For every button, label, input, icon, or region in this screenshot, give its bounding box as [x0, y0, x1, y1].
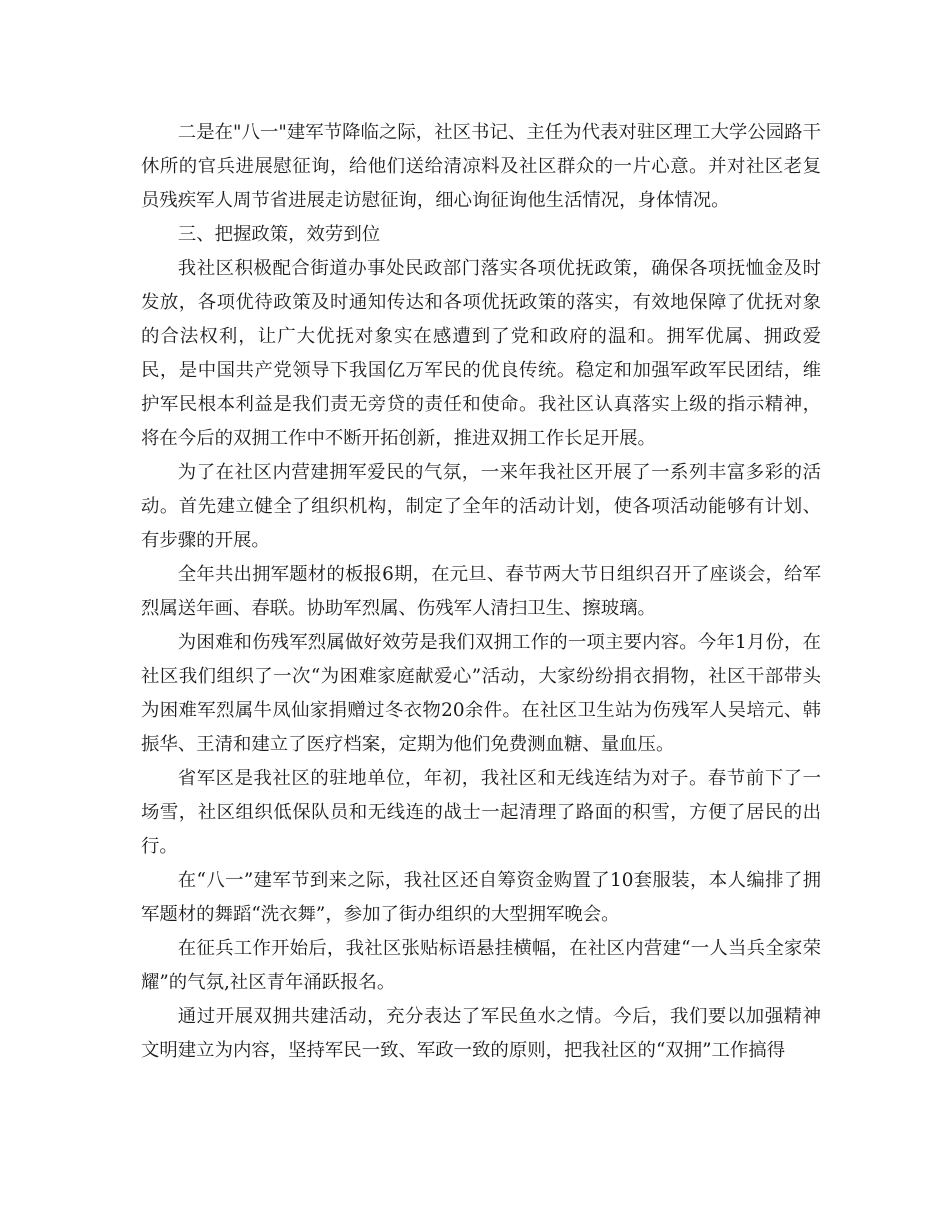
paragraph-military-unit-pairing: 省军区是我社区的驻地单位，年初，我社区和无线连结为对子。春节前下了一场雪，社区组织低保队员和无线连的战士一起清理了路面的积雪，方便了居民的出行。	[141, 768, 821, 857]
document-body	[141, 116, 821, 1068]
paragraph-activities-plan: 为了在社区内营建拥军爱民的气氛，一来年我社区开展了一系列丰富多彩的活动。首先建立健全了组织机构，制定了全年的活动计划，使各项活动能够有计划、有步骤的开展。	[141, 462, 821, 551]
paragraph-army-day-visit: 二是在"八一"建军节降临之际，社区书记、主任为代表对驻区理工大学公园路干休所的官兵进展慰征询，给他们送给清凉料及社区群众的一片心意。并对社区老复员残疾军人周节省进展走访慰征询，细心询征询他生活情况，身体情况。	[141, 122, 821, 211]
paragraph-policy-implementation: 我社区积极配合街道办事处民政部门落实各项优抚政策，确保各项抚恤金及时发放，各项优待政策及时通知传达和各项优抚政策的落实，有效地保障了优抚对象的合法权利，让广大优抚对象实在感遭到了党和政府的温和。拥军优属、拥政爱民，是中国共产党领导下我国亿万军民的优良传统。稳定和加强军政军民团结，维护军民根本利益是我们责无旁贷的责任和使命。我社区认真落实上级的指示精神，将在今后的双拥工作中不断开拓创新，推进双拥工作长足开展。	[141, 258, 821, 449]
paragraph-service-hardship: 为困难和伤残军烈属做好效劳是我们双拥工作的一项主要内容。今年1月份，在社区我们组织了一次“为困难家庭献爱心”活动，大家纷纷捐衣捐物，社区干部带头为困难军烈属牛凤仙家捐赠过冬衣物20余件。在社区卫生站为伤残军人吴培元、韩振华、王清和建立了医疗档案，定期为他们免费测血糖、量血压。	[141, 632, 821, 755]
paragraph-conscription: 在征兵工作开始后，我社区张贴标语悬挂横幅，在社区内营建“一人当兵全家荣耀”的气氛,社区青年涌跃报名。	[141, 938, 821, 993]
section-heading-policy: 三、把握政策，效劳到位	[177, 224, 381, 245]
paragraph-bulletin-boards: 全年共出拥军题材的板报6期，在元旦、春节两大节日组织召开了座谈会，给军烈属送年画、春联。协助军烈属、伤残军人清扫卫生、擦玻璃。	[141, 564, 821, 619]
paragraph-conclusion: 通过开展双拥共建活动，充分表达了军民鱼水之情。今后，我们要以加强精神文明建立为内容，坚持军民一致、军政一致的原则，把我社区的“双拥”工作搞得	[141, 1006, 821, 1061]
paragraph-army-day-performance: 在“八一”建军节到来之际，我社区还自筹资金购置了10套服装，本人编排了拥军题材的舞蹈“洗衣舞”，参加了街办组织的大型拥军晚会。	[141, 870, 821, 925]
